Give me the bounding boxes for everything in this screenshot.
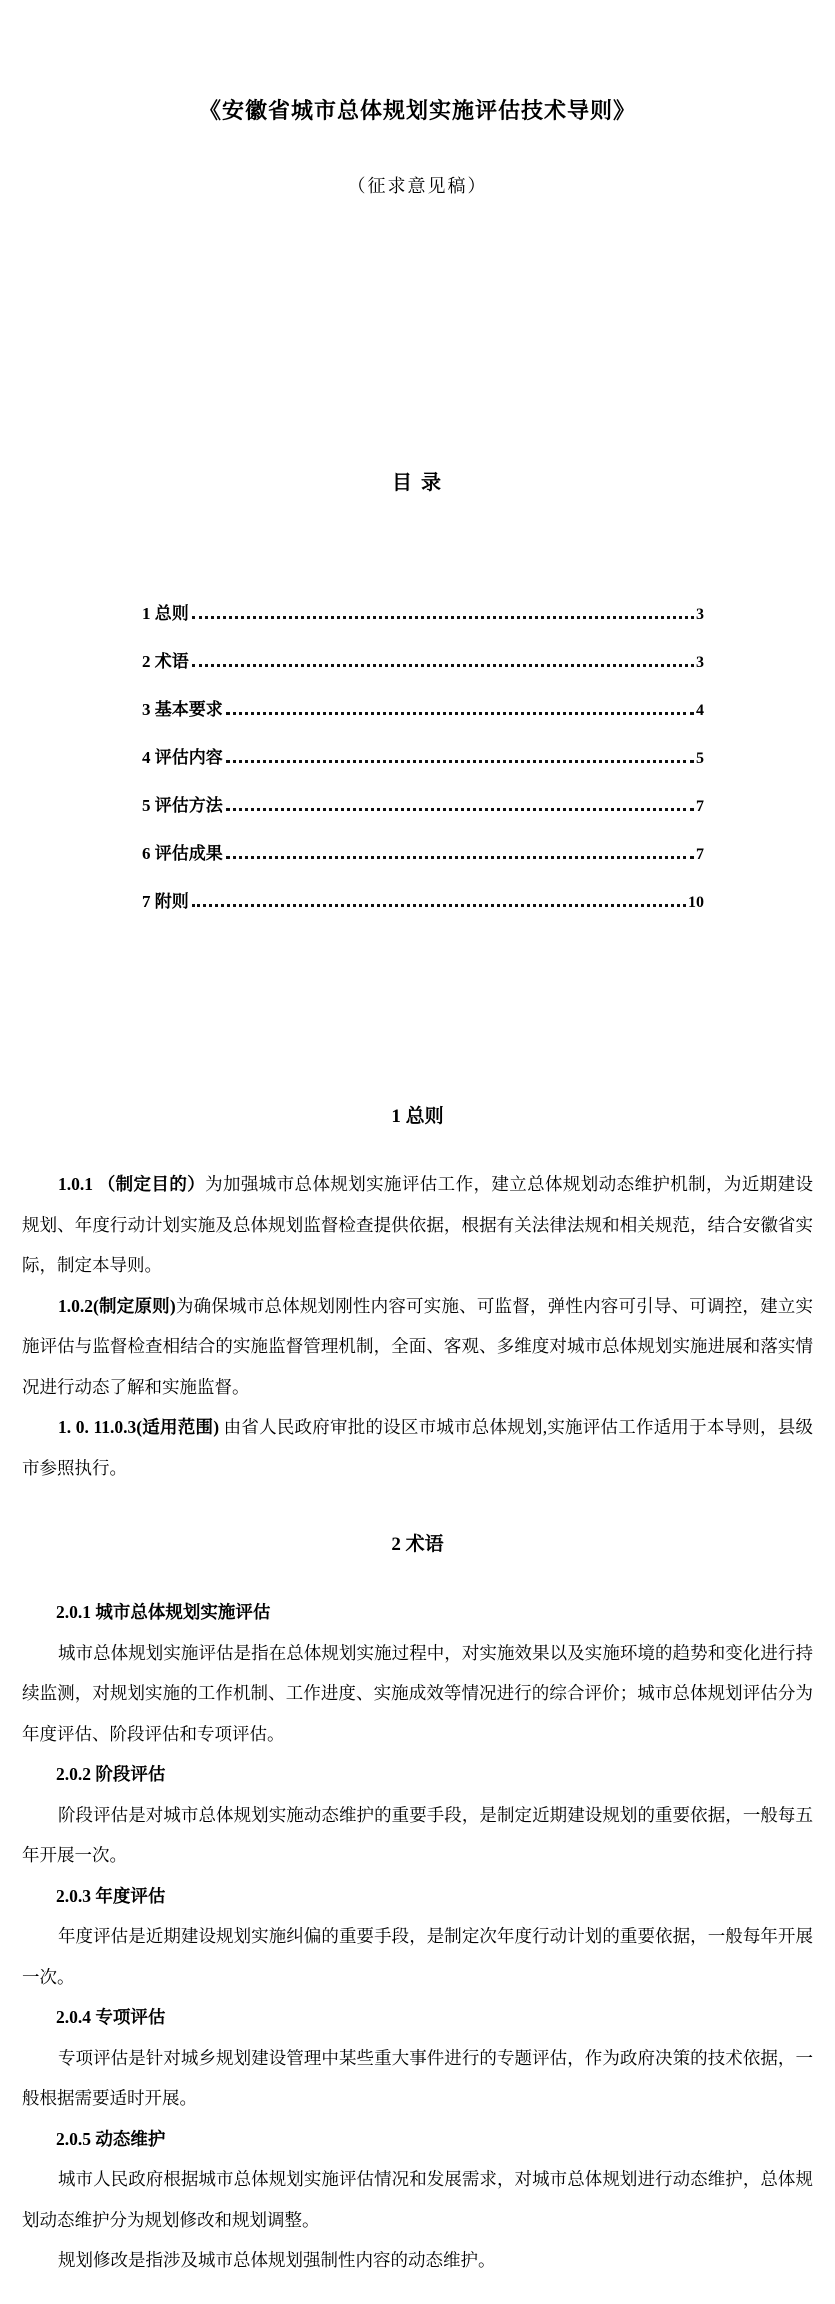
clause-subheading: 2.0.5 动态维护 xyxy=(56,2128,166,2149)
toc-item xyxy=(142,638,704,686)
clause-number: 1.0.2(制定原则) xyxy=(58,1295,176,1316)
toc-item xyxy=(142,686,704,734)
paragraph xyxy=(22,2240,813,2281)
toc-item-label: 1 总则 xyxy=(142,604,189,623)
toc-item-label: 7 附则 xyxy=(142,892,189,911)
toc-leader-dots xyxy=(226,712,694,715)
toc-item-page: 4 xyxy=(696,702,704,719)
toc-item xyxy=(142,590,704,638)
toc-item xyxy=(142,734,704,782)
toc-leader-dots xyxy=(226,856,694,859)
section xyxy=(22,1104,813,1488)
toc-item-page: 5 xyxy=(696,750,704,767)
toc-item-page: 7 xyxy=(696,846,704,863)
paragraph xyxy=(22,2159,813,2240)
section xyxy=(22,1532,813,2281)
paragraph xyxy=(22,1286,813,1408)
toc-item xyxy=(142,830,704,878)
toc-leader-dots xyxy=(192,616,694,619)
toc-item-label: 2 术语 xyxy=(142,652,189,671)
clause-text: 为确保城市总体规划刚性内容可实施、可监督，弹性内容可引导、可调控，建立实施评估与监督检查相结合的实施监督管理机制，全面、客观、多维度对城市总体规划实施进展和落实情况进行动态了解和实施监督。 xyxy=(22,1295,814,1397)
toc-item-label: 6 评估成果 xyxy=(142,844,223,863)
toc-item-page: 3 xyxy=(696,606,704,623)
toc-item xyxy=(142,782,704,830)
toc-item-label: 3 基本要求 xyxy=(142,700,223,719)
paragraph xyxy=(22,1795,813,1876)
clause-text: 年度评估是近期建设规划实施纠偏的重要手段，是制定次年度行动计划的重要依据，一般每年开展一次。 xyxy=(22,1926,813,1987)
clause-subheading: 2.0.2 阶段评估 xyxy=(56,1764,166,1784)
clause-text: 城市人民政府根据城市总体规划实施评估情况和发展需求，对城市总体规划进行动态维护，总体规划动态维护分为规划修改和规划调整。 xyxy=(22,2169,813,2230)
toc-item-label: 4 评估内容 xyxy=(142,748,223,767)
clause-text: 阶段评估是对城市总体规划实施动态维护的重要手段，是制定近期建设规划的重要依据，一般每五年开展一次。 xyxy=(22,1804,813,1865)
toc-leader-dots xyxy=(226,760,694,763)
toc-item-page: 7 xyxy=(696,798,704,815)
clause-text: 规划修改是指涉及城市总体规划强制性内容的动态维护。 xyxy=(58,2250,496,2270)
clause-subheading: 2.0.4 专项评估 xyxy=(56,2007,166,2027)
paragraph xyxy=(22,1633,813,1755)
doc-title: 《安徽省城市总体规划实施评估技术导则》 xyxy=(198,98,636,123)
paragraph xyxy=(22,2038,813,2119)
toc-leader-dots xyxy=(192,904,686,907)
section-heading: 2 术语 xyxy=(391,1534,444,1555)
toc-list xyxy=(142,590,704,926)
section-heading: 1 总则 xyxy=(391,1106,444,1127)
paragraph xyxy=(22,1407,813,1488)
clause-text: 专项评估是针对城乡规划建设管理中某些重大事件进行的专题评估，作为政府决策的技术依据，一般根据需要适时开展。 xyxy=(22,2047,813,2108)
toc-item-page: 10 xyxy=(688,894,704,911)
toc-item-page: 3 xyxy=(696,654,704,671)
toc-leader-dots xyxy=(226,808,694,811)
clause-text: 为加强城市总体规划实施评估工作，建立总体规划动态维护机制，为近期建设规划、年度行动计划实施及总体规划监督检查提供依据，根据有关法律法规和相关规范，结合安徽省实际，制定本导则。 xyxy=(22,1174,813,1275)
clause-subheading: 2.0.1 城市总体规划实施评估 xyxy=(56,1602,271,1622)
toc-item-label: 5 评估方法 xyxy=(142,796,223,815)
paragraph xyxy=(22,1916,813,1997)
clause-subheading: 2.0.3 年度评估 xyxy=(56,1885,166,1906)
clause-text: 城市总体规划实施评估是指在总体规划实施过程中，对实施效果以及实施环境的趋势和变化进行持续监测，对规划实施的工作机制、工作进度、实施成效等情况进行的综合评价；城市总体规划评估分为年度评估、阶段评估和专项评估。 xyxy=(22,1642,813,1744)
toc-leader-dots xyxy=(192,664,694,667)
toc-heading: 目 录 xyxy=(392,472,443,494)
clause-text: 由省人民政府审批的设区市城市总体规划,实施评估工作适用于本导则，县级市参照执行。 xyxy=(22,1417,813,1478)
clause-number: 1.0.1 （制定目的） xyxy=(58,1174,206,1194)
clause-number: 1. 0. 11.0.3(适用范围) xyxy=(58,1417,220,1437)
paragraph xyxy=(22,1164,813,1286)
sections-container xyxy=(22,1104,813,2281)
toc-item xyxy=(142,878,704,926)
doc-subtitle: （征求意见稿） xyxy=(347,176,488,196)
